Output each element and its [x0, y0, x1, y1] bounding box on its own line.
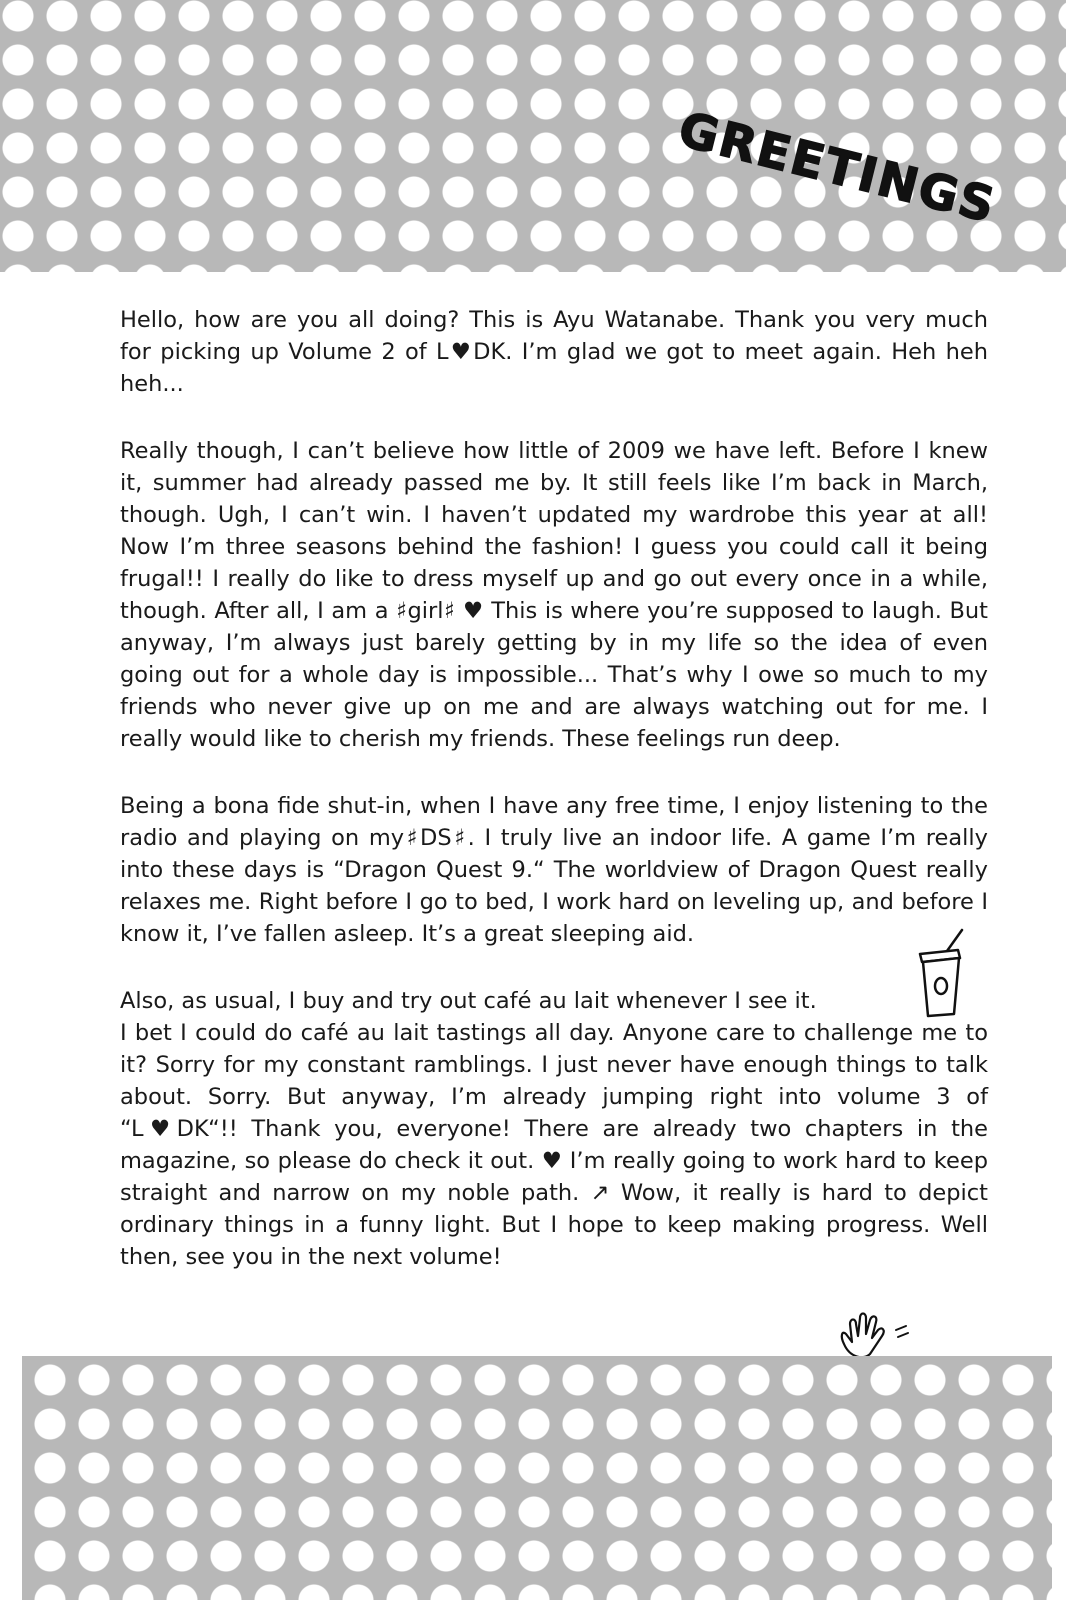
greetings-body: [120, 304, 988, 1308]
greetings-title: [668, 92, 1002, 235]
paragraph-2009: Really though, I can’t believe how little of 2009 we have left. Before I knew it, summer had already passed me by. It still feels like I’m back in March, though. Ugh, I can’t win. I haven’t updated my wardrobe this year at all! Now I’m three seasons behind the fashion! I guess you could call it being frugal!! I really do like to dress myself up and go out every once in a while, though. After all, I am a ♯girl♯ ♥ This is where you’re supposed to laugh. But anyway, I’m always just barely getting by in my life so the idea of even going out for a whole day is impossible... That’s why I owe so much to my friends who never give up on me and are always watching out for me. I really would like to cherish my friends. These feelings run deep.: [120, 438, 988, 752]
paragraph-closing: I bet I could do café au lait tastings all day. Anyone care to challenge me to it? Sorry for my constant ramblings. I just never have enough things to talk about. Sorry. But anyway, I’m already jumping right into volume 3 of “L♥DK“!! Thank you, everyone! There are already two chapters in the magazine, so please do check it out. ♥ I’m really going to work hard to keep straight and narrow on my noble path. ↗ Wow, it really is hard to depict ordinary things in a funny light. But I hope to keep making progress. Well then, see you in the next volume!: [120, 1020, 988, 1270]
bottom-polka-dot-band: [22, 1356, 1052, 1600]
paragraph-cafe-au-lait: Also, as usual, I buy and try out café au lait whenever I see it.: [120, 988, 817, 1014]
paragraph-shut-in: Being a bona fide shut-in, when I have any free time, I enjoy listening to the radio and playing on my♯DS♯. I truly live an indoor life. A game I’m really into these days is “Dragon Quest 9.“ The worldview of Dragon Quest really relaxes me. Right before I go to bed, I work hard on leveling up, and before I know it, I’ve fallen asleep. It’s a great sleeping aid.: [120, 793, 988, 947]
cafe-au-lait-cup-icon: [914, 928, 978, 1020]
waving-hand-icon: [836, 1310, 916, 1360]
greetings-lettering: [668, 92, 1002, 235]
paragraph-intro: Hello, how are you all doing? This is Ayu Watanabe. Thank you very much for picking up Volume 2 of L♥DK. I’m glad we got to meet again. Heh heh heh...: [120, 307, 988, 397]
greetings-title-text: GREETINGS: [673, 101, 1002, 235]
